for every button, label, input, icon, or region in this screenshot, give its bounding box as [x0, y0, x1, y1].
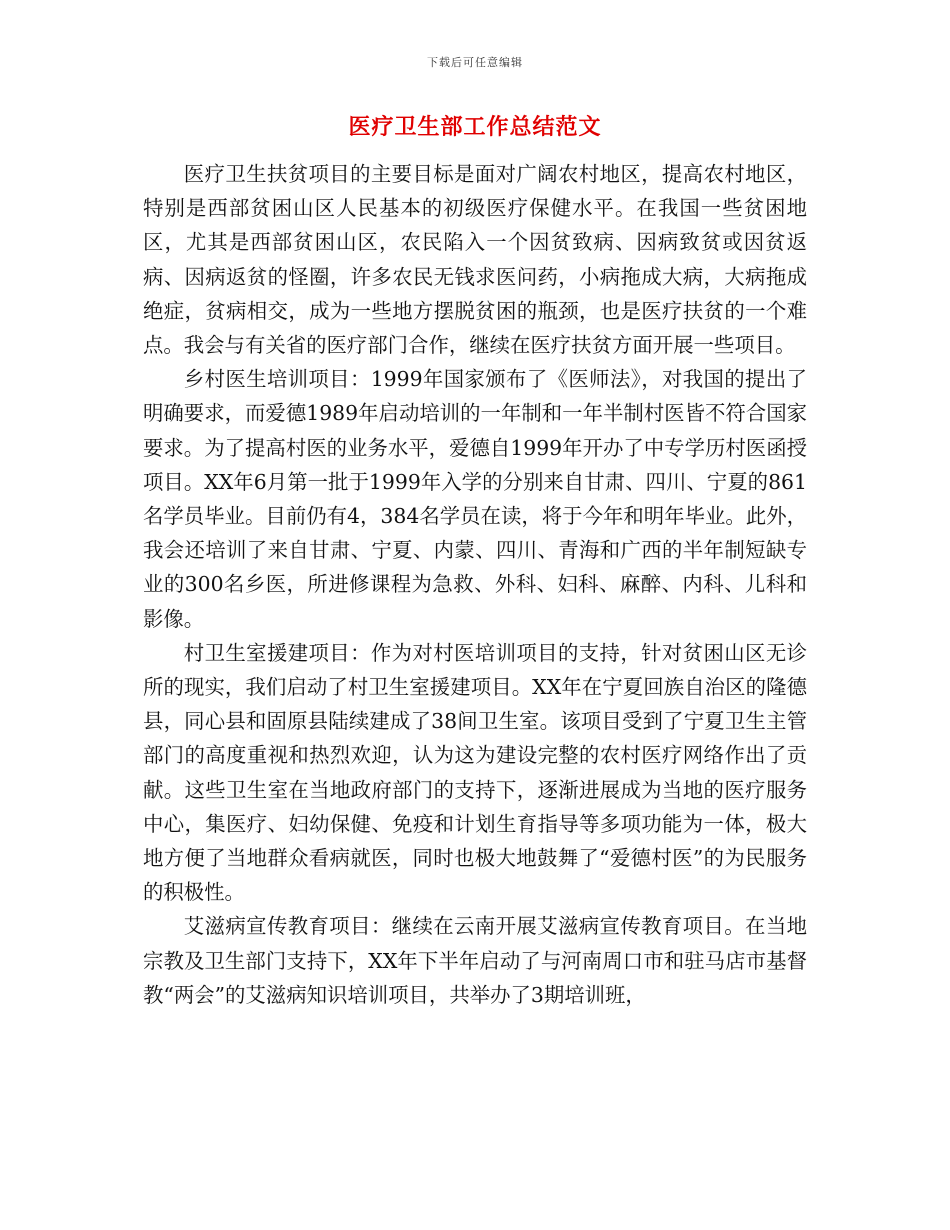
document-body	[143, 157, 807, 1012]
paragraph-intro: 医疗卫生扶贫项目的主要目标是面对广阔农村地区，提高农村地区，特别是西部贫困山区人民基本的初级医疗保健水平。在我国一些贫困地区，尤其是西部贫困山区，农民陷入一个因贫致病、因病致贫或因贫返病、因病返贫的怪圈，许多农民无钱求医问药，小病拖成大病，大病拖成绝症，贫病相交，成为一些地方摆脱贫困的瓶颈，也是医疗扶贫的一个难点。我会与有关省的医疗部门合作，继续在医疗扶贫方面开展一些项目。	[143, 162, 807, 358]
paragraph-village-doctor-training: 乡村医生培训项目：1999年国家颁布了《医师法》，对我国的提出了明确要求，而爱德1989年启动培训的一年制和一年半制村医皆不符合国家要求。为了提高村医的业务水平，爱德自1999年开办了中专学历村医函授项目。XX年6月第一批于1999年入学的分别来自甘肃、四川、宁夏的861名学员毕业。目前仍有4，384名学员在读，将于今年和明年毕业。此外，我会还培训了来自甘肃、宁夏、内蒙、四川、青海和广西的半年制短缺专业的300名乡医，所进修课程为急救、外科、妇科、麻醉、内科、儿科和影像。	[143, 367, 807, 631]
document-title: 医疗卫生部工作总结范文	[348, 114, 602, 140]
paragraph-village-clinic-construction: 村卫生室援建项目：作为对村医培训项目的支持，针对贫困山区无诊所的现实，我们启动了村卫生室援建项目。XX年在宁夏回族自治区的隆德县，同心县和固原县陆续建成了38间卫生室。该项目受到了宁夏卫生主管部门的高度重视和热烈欢迎，认为这为建设完整的农村医疗网络作出了贡献。这些卫生室在当地政府部门的支持下，逐渐进展成为当地的医疗服务中心，集医疗、妇幼保健、免疫和计划生育指导等多项功能为一体，极大地方便了当地群众看病就医，同时也极大地鼓舞了“爱德村医”的为民服务的积极性。	[143, 640, 807, 905]
paragraph-aids-education: 艾滋病宣传教育项目：继续在云南开展艾滋病宣传教育项目。在当地宗教及卫生部门支持下，XX年下半年启动了与河南周口市和驻马店市基督教“两会”的艾滋病知识培训项目，共举办了3期培训班，	[143, 914, 807, 1007]
header-note: 下载后可任意编辑	[427, 56, 523, 69]
